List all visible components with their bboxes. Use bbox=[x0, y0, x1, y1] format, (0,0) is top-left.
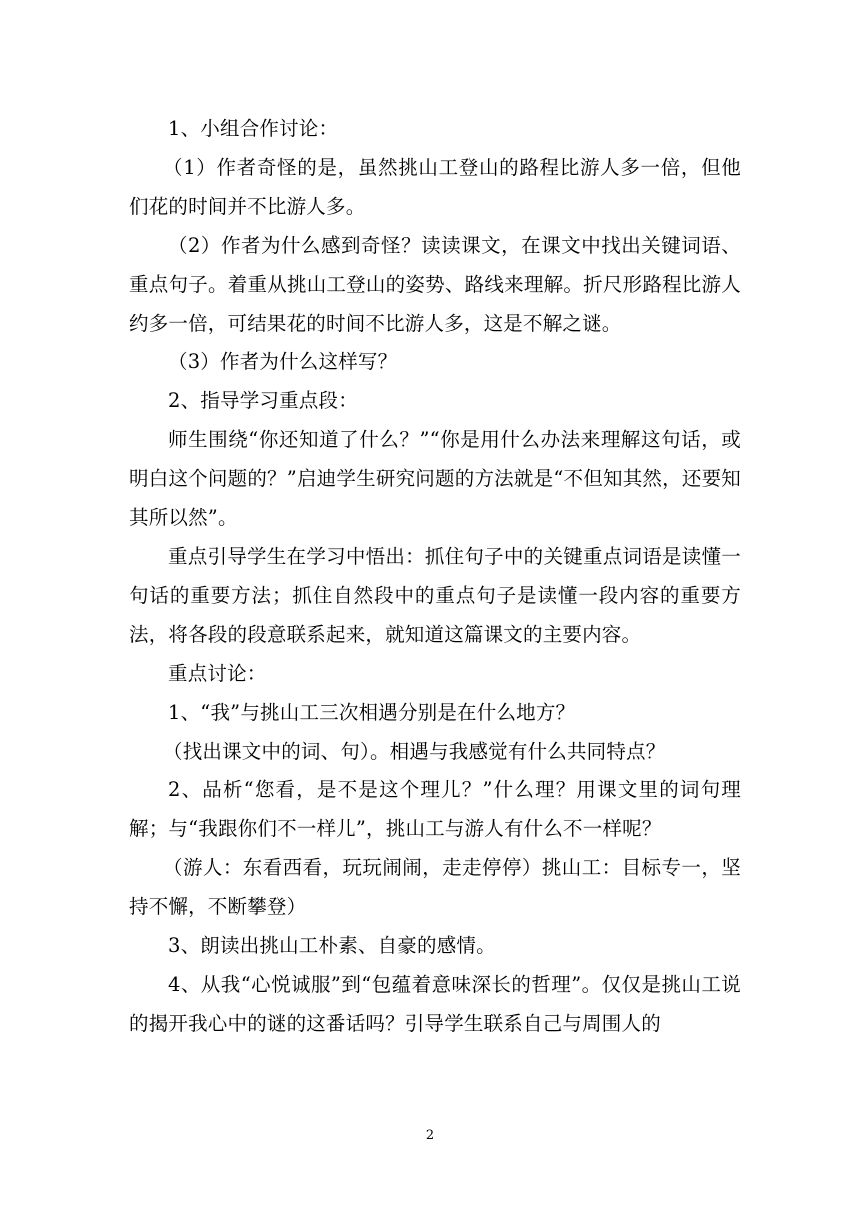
page-number: 2 bbox=[425, 1128, 435, 1143]
paragraph: （3）作者为什么这样写？ bbox=[168, 350, 398, 374]
paragraph: 重点讨论： bbox=[168, 661, 267, 685]
paragraph: （游人：东看西看，玩玩闹闹，走走停停）挑山工：目标专一，坚持不懈，不断攀登） bbox=[129, 856, 741, 919]
paragraph: （2）作者为什么感到奇怪？读读课文，在课文中找出关键词语、重点句子。着重从挑山工登山的姿势、路线来理解。折尺形路程比游人约多一倍，可结果花的时间不比游人多，这是不解之谜。 bbox=[129, 233, 741, 335]
paragraph: （1）作者奇怪的是，虽然挑山工登山的路程比游人多一倍，但他们花的时间并不比游人多。 bbox=[129, 155, 741, 218]
paragraph: 重点引导学生在学习中悟出：抓住句子中的关键重点词语是读懂一句话的重要方法；抓住自然段中的重点句子是读懂一段内容的重要方法，将各段的段意联系起来，就知道这篇课文的主要内容。 bbox=[129, 544, 741, 646]
paragraph: 3、朗读出挑山工朴素、自豪的感情。 bbox=[168, 934, 496, 958]
paragraph: （找出课文中的词、句）。相遇与我感觉有什么共同特点？ bbox=[163, 739, 666, 763]
paragraph: 1、小组合作讨论： bbox=[168, 117, 339, 140]
paragraph: 2、品析“您看，是不是这个理儿？”什么理？用课文里的词句理解；与“我跟你们不一样儿”，挑山工与游人有什么不一样呢？ bbox=[129, 778, 741, 841]
paragraph: 师生围绕“你还知道了什么？”“你是用什么办法来理解这句话，或明白这个问题的？”启迪学生研究问题的方法就是“不但知其然，还要知其所以然”。 bbox=[129, 428, 741, 530]
body-text bbox=[129, 110, 741, 1044]
paragraph: 1、“我”与挑山工三次相遇分别是在什么地方？ bbox=[168, 700, 576, 724]
paragraph: 4、从我“心悦诚服”到“包蕴着意味深长的哲理”。仅仅是挑山工说的揭开我心中的谜的这番话吗？引导学生联系自己与周围人的 bbox=[129, 972, 741, 1035]
paragraph: 2、指导学习重点段： bbox=[168, 389, 358, 413]
